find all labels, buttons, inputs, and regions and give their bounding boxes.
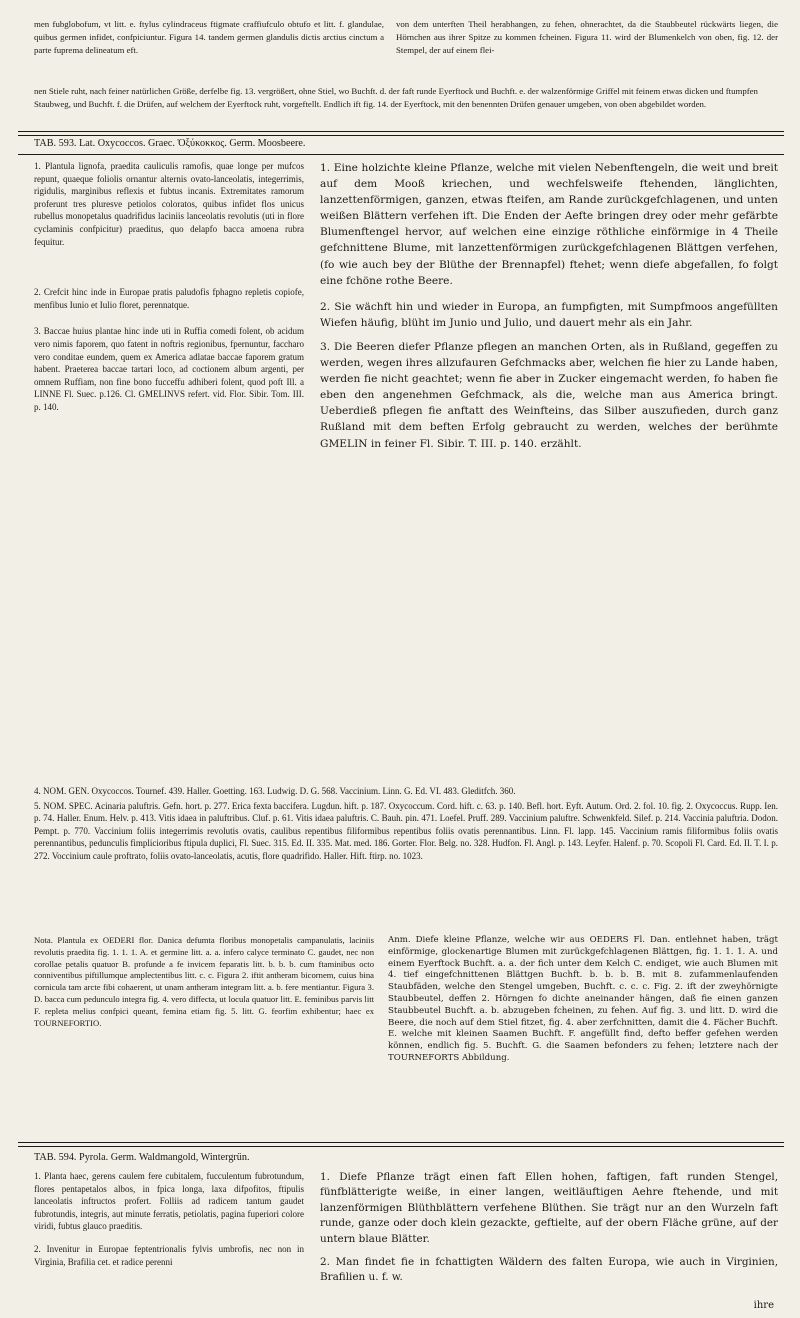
catchword: ihre [753,1300,774,1311]
tab593-columns [34,160,778,464]
nota-latin: Nota. Plantula ex OEDERI flor. Danica defumta floribus monopetalis campanulatis, laciniis revolutis praedita fig. 1. 1. 1. A. et germine litt. a. a. infero calyce terminato C. gaudet, nec non corollae petalis quatuor B. profunde a fe invicem feparatis litt. b. b. b. cum ftaminibus octo conniventibus piftillumque amplectentibus litt. c. c. Figura 2. iftit antheram bicornem, cuius bina cornicula tam arcte fibi cohaerent, ut unam antheram integram litt. a. b. fere mentiantur. Figura 3. D. bacca cum pedunculo integra fig. 4. vero diffecta, ut locula quatuor litt. E. feminibus parvis litt F. repleta melius confpici queant, femina etiam fig. 5. litt. G. feorfim exhibentur; haec ex TOURNEFORTIO. [34,935,374,1028]
german-paragraph-594-1: 1. Diefe Pflanze trägt einen faft Ellen hohen, faftigen, faft runden Stengel, fünfblätterigte weiße, in einer langen, weitläuftigen Aehre ftehende, und mit lanzenförmigen Blüthblättern verfehene Blüthen. Sie trägt nur an den Wurzeln faft runde, ganze oder doch klein gezackte, geftielte, auf der obern Fläche grüne, auf der untern blaue Blätter. [320,1171,778,1245]
german-column-594 [320,1170,778,1298]
latin-paragraph-594-2: 2. Invenitur in Europae feptentrionalis fylvis umbrofis, nec non in Virginia, Brafilia cet. et radice perenni [34,1243,304,1267]
nomenclature-block [34,785,778,865]
german-paragraph-3: 3. Die Beeren diefer Pflanze pflegen an manchen Orten, als in Rußland, gegeffen zu werden, wegen ihres allzufauren Gefchmacks aber, welchen fie hier zu Lande haben, werden fie nicht geachtet; wenn fie aber in Zucker eingemacht werden, fo haben fie eben den angenehmen Gefchmack, als die, welche man aus America bringt. Ueberdieß pflegen fie anftatt des Weinfteins, das Silber auszufieden, durch ganz Rußland mit dem beften Erfolg gebraucht zu werden, welches der berühmte GMELIN in feiner Fl. Sibir. T. III. p. 140. erzählt. [320,340,778,450]
nom-spec-paragraph: 5. NOM. SPEC. Acinaria paluftris. Gefn. hort. p. 277. Erica fexta baccifera. Lugdun. hift. p. 187. Oxycoccum. Cord. hift. c. 63. p. 140. Befl. hort. Eyft. Autum. Ord. 2. fol. 10. fig. 2. Oxycoccus. Rupp. Ien. p. 74. Haller. Enum. Helv. p. 413. Vitis idaea in paluftribus. Cluf. p. 61. Vitis idaea paluftris. C. Bauh. pin. 471. Loefel. Pruff. 289. Vaccinium paluftre. Schwenkfeld. Silef. p. 214. Vaccinia paluftria. Dodon. Pempt. p. 770. Vaccinium foliis integerrimis revolutis ovatis, caulibus repentibus filiformibus repentibus foliis ovatis perennantibus. Linn. Fl. lapp. 145. Vaccinium ramis filiformibus foliis ovatis perennantibus, pedunculis fimplicioribus ftipula duplici, Fl. Suec. 315. Ed. II. 335. Mat. med. 186. Gorter. Flor. Belg. no. 328. Hudfon. Fl. Angl. p. 143. Leyfer. Halenf. p. 70. Scopoli Fl. Card. Ed. II. T. I. p. 272. Voccinium caule proftrato, foliis ovato-lanceolatis, acutis, flore quadrifido. Haller. Hift. ftirp. no. 1023. [34,800,778,861]
german-paragraph-2: 2. Sie wächft hin und wieder in Europa, an fumpfigten, mit Sumpfmoos angefüllten Wiefen häufig, blüht im Junio und Julio, und dauert mehr als ein Jahr. [320,300,778,329]
continuation-block [34,18,778,56]
latin-paragraph-1: 1. Plantula lignofa, praedita cauliculis ramofis, quae longe per mufcos repunt, quaeque foliolis ornantur alternis ovato-lanceolatis, integerrimis, rigidulis, marginibus reflexis et fubtus incanis. Extremitates ramorum proferunt tres pluresve petiolos coloratos, quibus infidet flos unicus rubellus monopetalus quadrifidus laciniis lanceolatis revolutis (uti in flore cyclaminis confpicitur) praeditus, quo delapfo bacca amoena rubra fequitur. [34,161,304,247]
latin-paragraph-594-1: 1. Planta haec, gerens caulem fere cubitalem, fucculentum fubrotundum, flores pentapetalos albos, in fpica longa, laxa difpofitos, ftipulis lanceolatis inftructos profert. Folliis ad radicem tantum gaudet fubrotundis, integris, aut minute ferratis, petiolatis, pagina fuperiori colore viridi, fubtus glauco praeditis. [34,1171,304,1232]
tab594-columns [34,1170,778,1298]
tab594-header: TAB. 594. Pyrola. Germ. Waldmangold, Wintergrün. [34,1152,250,1163]
header-rule [18,154,784,155]
german-paragraph-594-2: 2. Man findet fie in fchattigten Wäldern des falten Europa, wie auch in Virginien, Brafilien u. f. w. [320,1256,778,1284]
nota-german: Anm. Diefe kleine Pflanze, welche wir aus OEDERS Fl. Dan. entlehnet haben, trägt einförmige, glockenartige Blumen mit zurückgefchlagenen Blättgen, fig. 1. 1. 1. A. und einem Eyerftock Buchft. a. a. der fich unter dem Kelch C. endiget, wie auch Blumen mit 4. tief eingefchnittenen Blättgen Buchft. b. b. b. B. mit 8. zufammenlaufenden Staubfäden, welche den Stengel umgeben, Buchft. c. c. c. Fig. 2. ift der zweyhörnigte Staubbeutel, deffen 2. Hörngen fo dichte aneinander hängen, daß fie einen ganzen Staubbeutel Buchft. a. b. abzugeben fcheinen, zu fehen. Auf fig. 3. und litt. D. wird die Beere, die noch auf dem Stiel fitzet, fig. 4. aber zerfchnitten, damit die 4. Fächer Buchft. E. welche mit kleinen Saamen Buchft. F. angefüllt find, defto beffer gefehen werden können, endlich fig. 5. Buchft. G. die Saamen befonders zu fehen; letztere nach der TOURNEFORTS Abbildung. [388,935,778,1063]
german-paragraph-1: 1. Eine holzichte kleine Pflanze, welche mit vielen Nebenftengeln, die weit und breit auf dem Mooß kriechen, und wechfelsweife ftehenden, länglichten, lanzettenförmigen, ganzen, etwas fteifen, am Rande zurückgefchlagenen, und unten weißen Blättern verfehen ift. Die Enden der Aefte bringen drey oder mehr gefärbte Blumenftengel hervor, auf welchen eine einzige röthliche einförmige in 4 Theile gefchnittene Blume, mit lanzettenförmigen zurückgefchlagenen Blättgen verfehen, (fo wie auch bey der Blüthe der Brennapfel) ftehet; wenn diefe abgefallen, fo folgt eine fchöne rothe Beere. [320,162,778,287]
continuation-german: von dem unterften Theil herabhangen, zu fehen, ohnerachtet, da die Staubbeutel rückwärts liegen, die Hörnchen aus ihrer Spitze zu kommen fcheinen. Figura 11. wird der Blumenkelch von oben, fig. 12. der Stempel, der auf einem flei- [396,19,778,55]
nom-gen-paragraph: 4. NOM. GEN. Oxycoccos. Tournef. 439. Haller. Goetting. 163. Ludwig. D. G. 568. Vaccinium. Linn. G. Ed. VI. 483. Gleditfch. 360. [34,786,516,796]
nota-block [34,935,778,1065]
latin-column [34,160,304,464]
section-divider-2 [18,1142,784,1147]
tab593-header: TAB. 593. Lat. Oxycoccos. Graec. Ὀξύκοκκος. Germ. Moosbeere. [34,138,306,149]
continuation-german-tail: nen Stiele ruht, nach feiner natürlichen Größe, derfelbe fig. 13. vergrößert, ohne Stiel, wo Buchft. d. der faft runde Eyerftock und Buchft. e. der walzenförmige Griffel mit feinem etwas dicken und ftumpfen Staubweg, und Buchft. f. die Drüfen, auf welchem der Eyerftock ruht, vorgeftellt. Endlich ift fig. 14. der Eyerftock, mit den benennten Drüfen genauer umgeben, von oben abgebildet worden. [34,86,758,109]
latin-paragraph-2: 2. Crefcit hinc inde in Europae pratis paludofis fphagno repletis copiofe, menfibus Iunio et Iulio floret, perennatque. [34,287,304,310]
latin-paragraph-3: 3. Baccae huius plantae hinc inde uti in Ruffia comedi folent, ob acidum vero nimis faporem, quo fatent in noftris regionibus, fpernuntur, faccharo vero conditae eundem, quem ex America adlatae baccae faporem gratum habent. Praeterea baccae tartari loco, ad coctionem album argenti, per omnem Ruffiam, non fine bono fucceffu adhiberi folent, quod poft Ill. a LINNE Fl. Suec. p.126. Cl. GMELINVS refert. vid. Flor. Sibir. Tom. III. p. 140. [34,326,304,412]
german-column [320,160,778,464]
section-divider [18,131,784,136]
continuation-latin: men fubglobofum, vt litt. e. ftylus cylindraceus ftigmate craffiufculo obtufo et litt. f. glandulae, quibus germen infidet, confpiciuntur. Figura 14. tandem germen glandulis dictis arctius cinctum a parte fuprema delineatum eft. [34,19,384,55]
latin-column-594 [34,1170,304,1298]
